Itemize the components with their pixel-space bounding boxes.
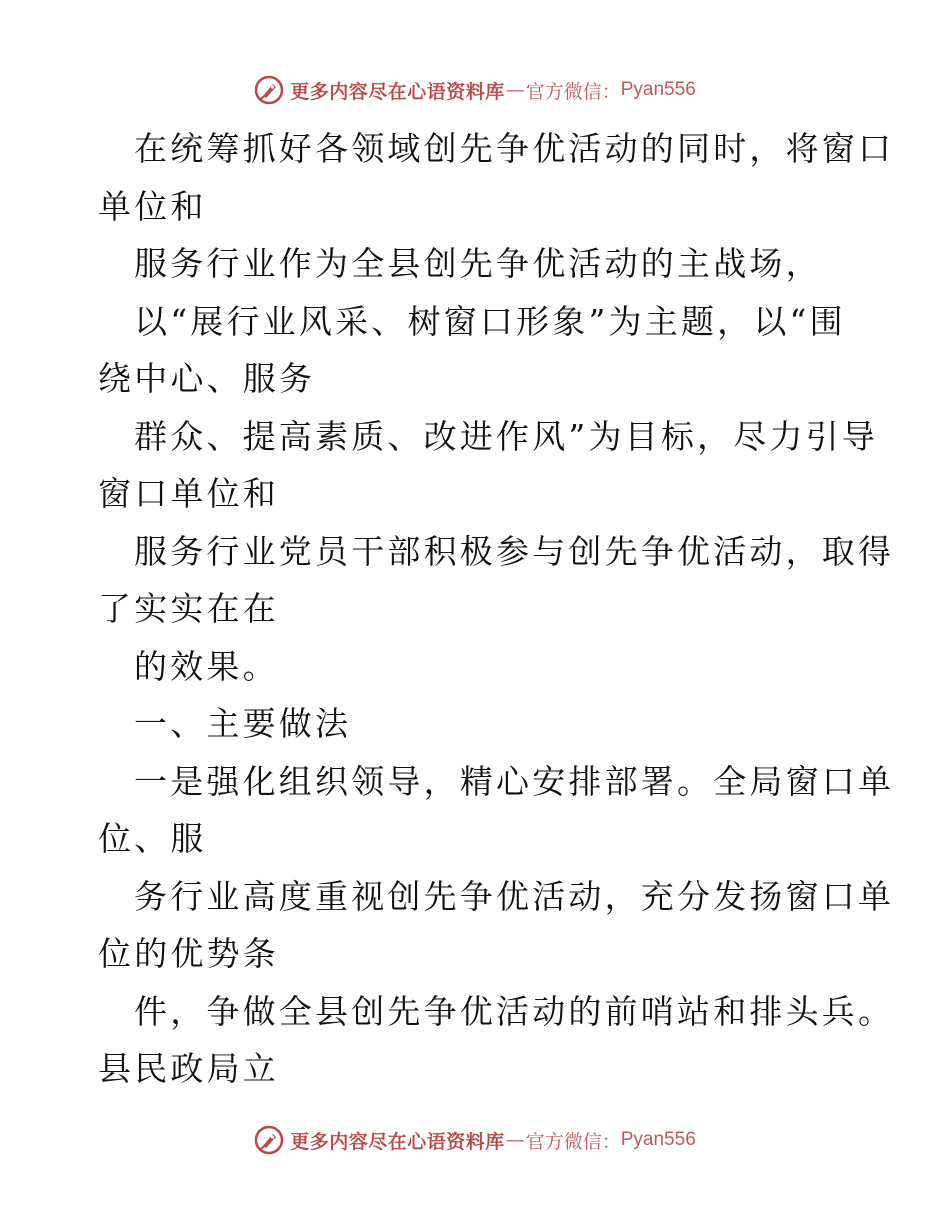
banner-wechat-label: 官方微信： xyxy=(525,80,621,103)
banner-site-text: 更多内容尽在心语资料库 xyxy=(290,1130,505,1153)
banner-dash: — xyxy=(505,1129,525,1151)
footer-watermark-banner xyxy=(0,1120,950,1160)
banner-wechat-id: Pyan556 xyxy=(620,79,696,100)
body-line: 位的优势条 xyxy=(98,934,279,973)
body-line: 务行业高度重视创先争优活动，充分发扬窗口单 xyxy=(134,876,895,916)
body-line: 件，争做全县创先争优活动的前哨站和排头兵。 xyxy=(134,991,895,1031)
banner-site-text: 更多内容尽在心语资料库 xyxy=(290,80,505,103)
body-line: 在统筹抓好各领域创先争优活动的同时，将窗口 xyxy=(134,129,895,168)
body-line: 县民政局立 xyxy=(98,1049,279,1088)
body-line: 绕中心、服务 xyxy=(98,359,316,398)
body-line: 群众、提高素质、改进作风”为目标，尽力引导 xyxy=(134,416,879,456)
body-line: 窗口单位和 xyxy=(98,474,279,513)
header-watermark-banner xyxy=(0,70,950,110)
document-body xyxy=(98,120,895,1098)
body-line: 单位和 xyxy=(98,186,207,226)
body-line: 服务行业作为全县创先争优活动的主战场， xyxy=(134,244,822,283)
body-line: 一是强化组织领导，精心安排部署。全局窗口单 xyxy=(134,761,895,801)
banner-wechat-id: Pyan556 xyxy=(620,1129,696,1150)
banner-dash: — xyxy=(505,79,525,101)
body-line: 位、服 xyxy=(98,819,207,858)
banner-wechat-label: 官方微信： xyxy=(525,1130,621,1153)
body-line: 了实实在在 xyxy=(98,589,279,628)
body-line: 服务行业党员干部积极参与创先争优活动，取得 xyxy=(134,531,895,571)
section-heading: 一、主要做法 xyxy=(134,704,352,743)
body-line: 以“展行业风采、树窗口形象”为主题，以“围 xyxy=(134,301,846,341)
pen-nib-logo-icon xyxy=(254,75,284,105)
body-line: 的效果。 xyxy=(134,646,279,686)
pen-nib-logo-icon xyxy=(254,1125,284,1155)
